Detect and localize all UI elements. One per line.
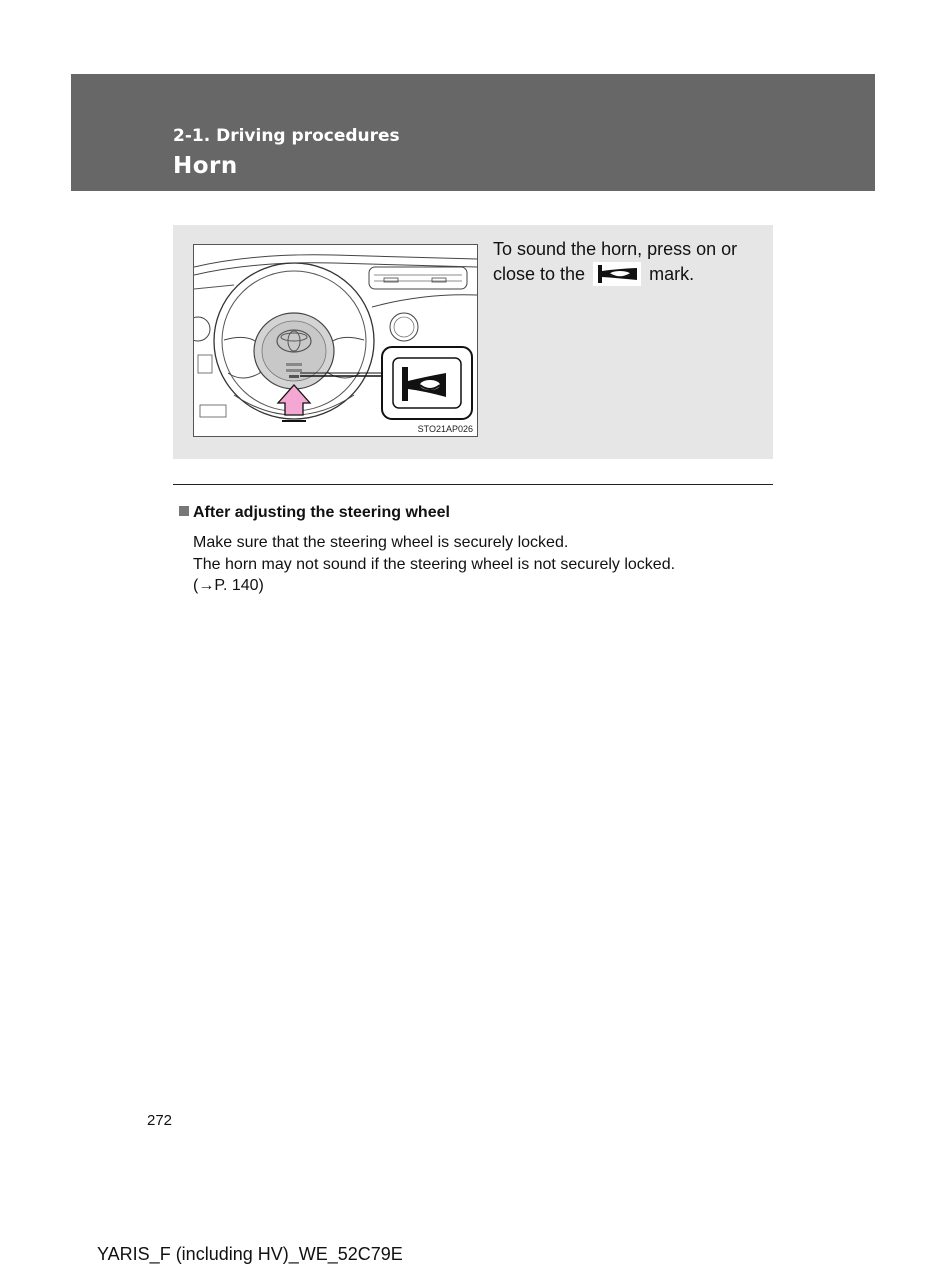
- chapter-header: [71, 74, 875, 191]
- page-number: 272: [147, 1112, 173, 1129]
- note-line: Make sure that the steering wheel is securely locked.: [193, 534, 569, 551]
- note-heading-text: After adjusting the steering wheel: [193, 504, 450, 521]
- page-reference-link[interactable]: (→P. 140): [193, 577, 264, 594]
- bullet-square-icon: [179, 506, 189, 516]
- instruction-text: [493, 237, 763, 287]
- note-heading: [179, 504, 450, 522]
- instruction-text-end: mark.: [649, 264, 695, 284]
- figure-panel: [173, 225, 773, 459]
- instruction-text-start: To sound the horn, press on or close to the: [493, 239, 738, 284]
- section-label: 2-1. Driving procedures: [173, 126, 400, 146]
- steering-wheel-illustration: [193, 244, 478, 437]
- page-title: Horn: [173, 153, 238, 179]
- note-line: The horn may not sound if the steering wheel is not securely locked.: [193, 555, 676, 573]
- horn-icon: [593, 262, 641, 286]
- note-body: [193, 532, 773, 597]
- steering-wheel-drawing: [194, 245, 477, 436]
- figure-code: STO21AP026: [417, 424, 473, 434]
- document-footer: YARIS_F (including HV)_WE_52C79E: [97, 1244, 403, 1264]
- section-divider: [173, 484, 773, 485]
